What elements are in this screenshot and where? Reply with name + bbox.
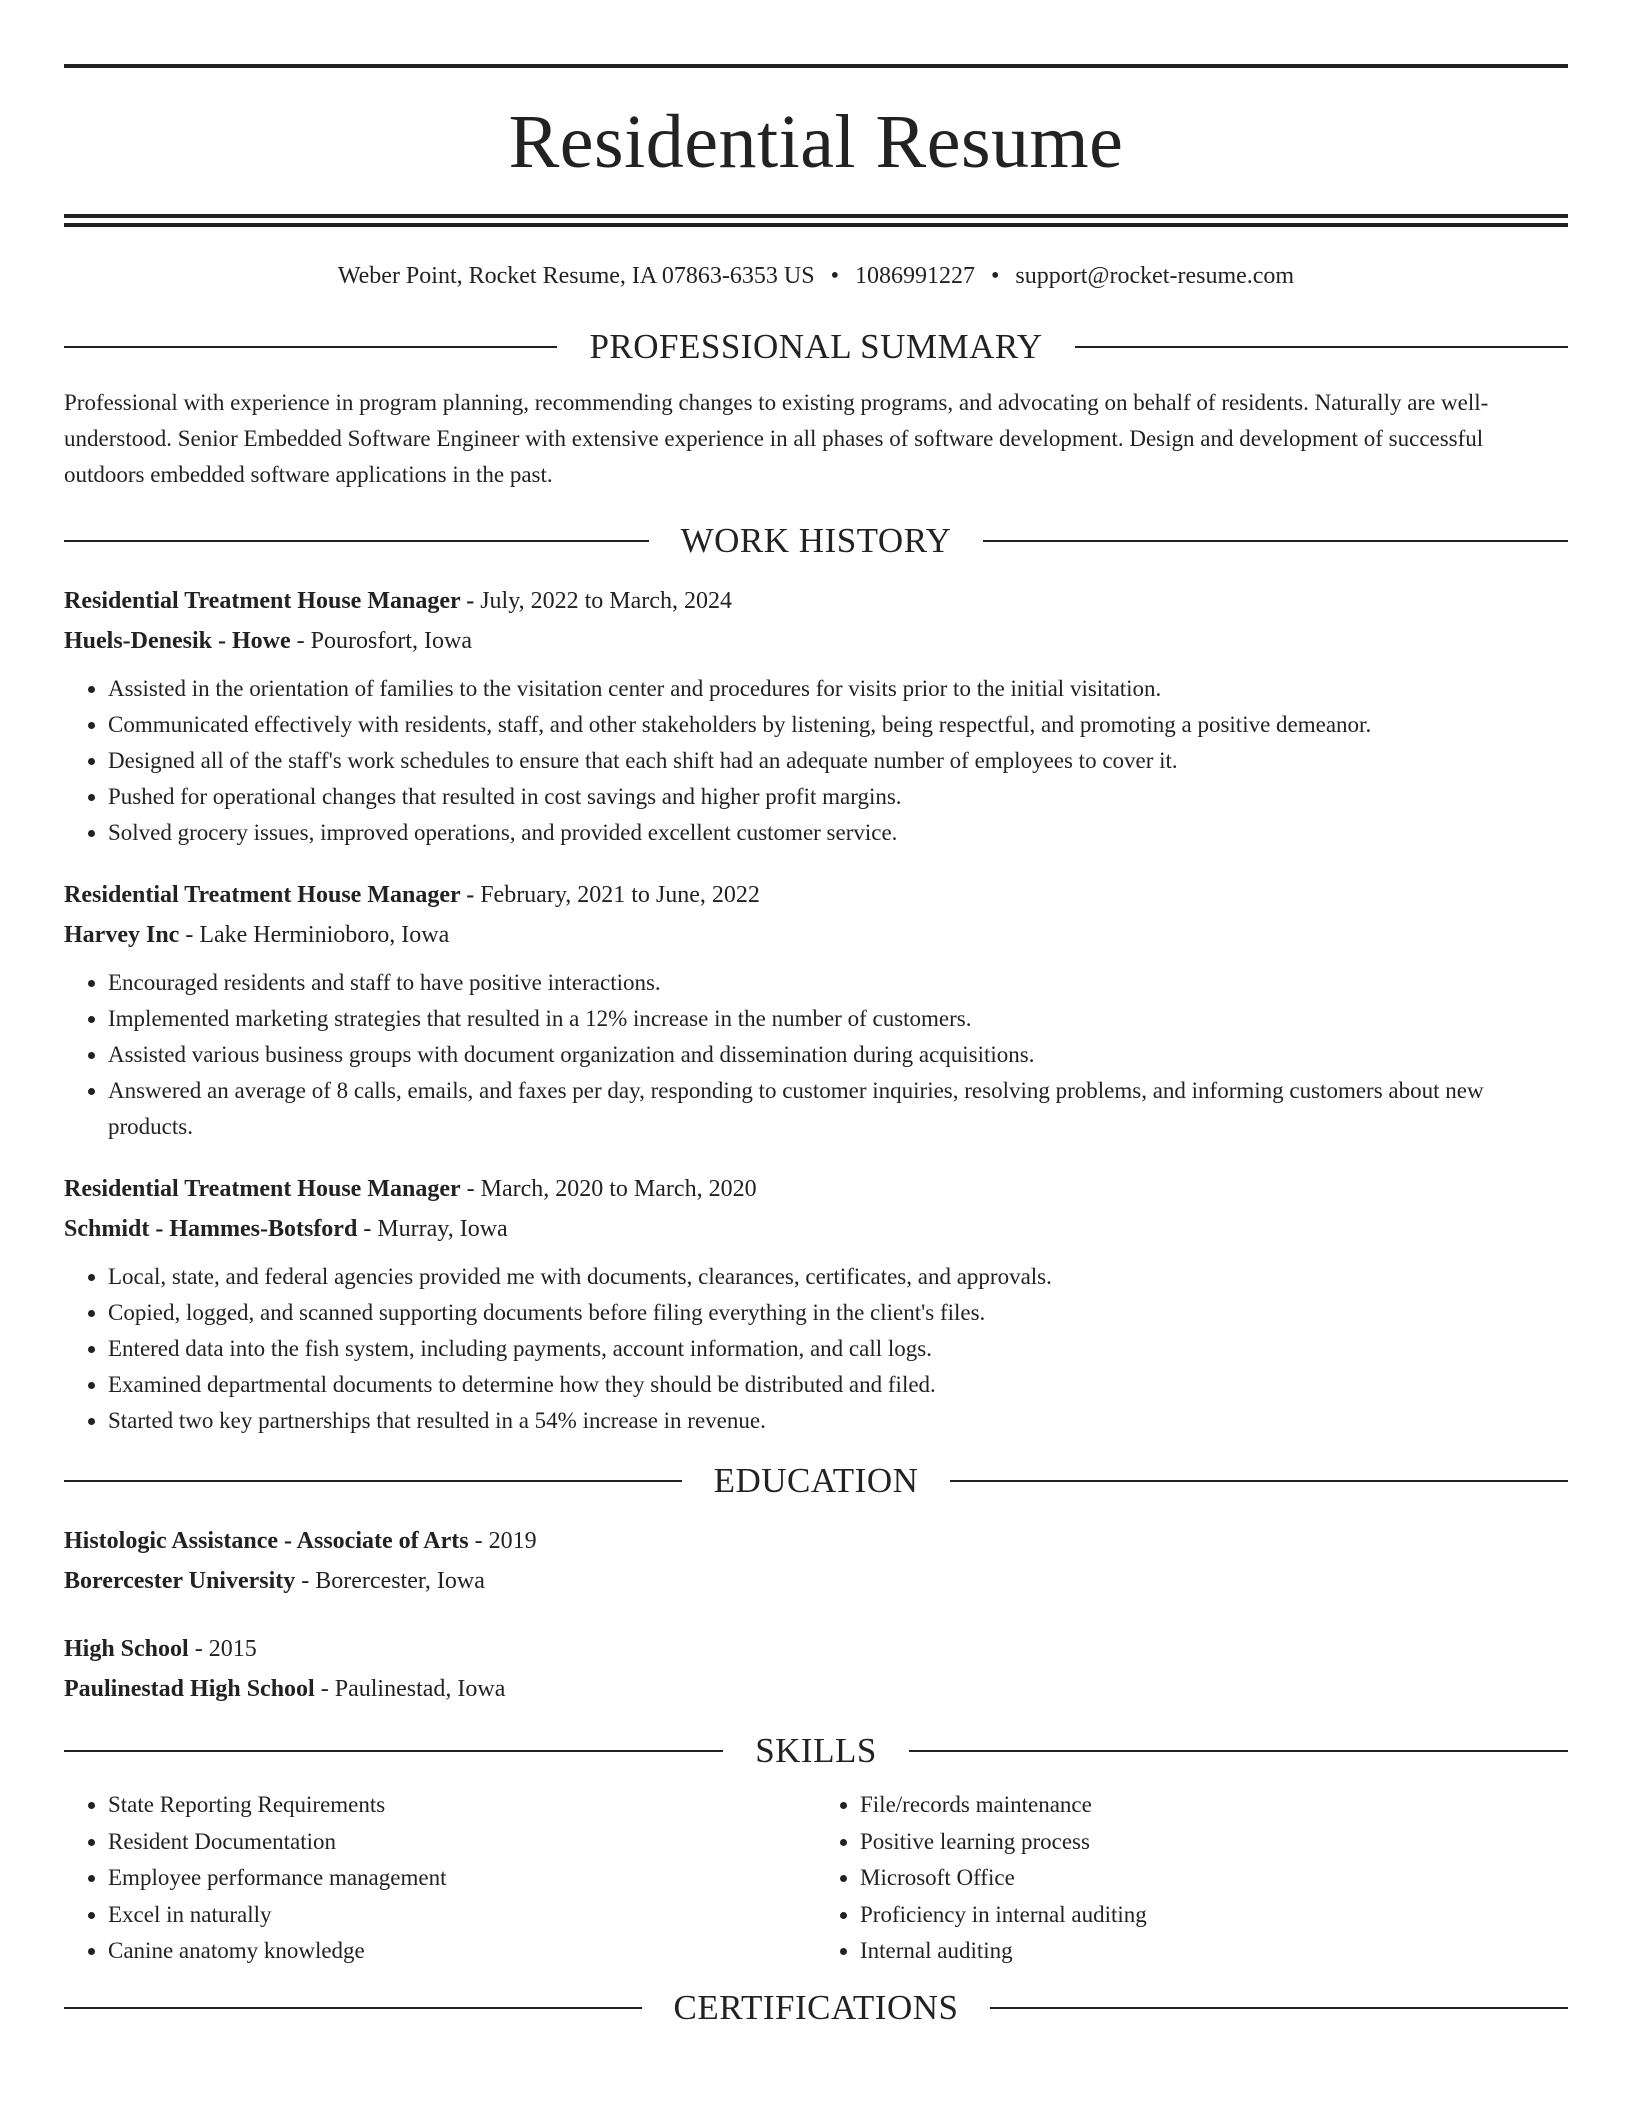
section-header-work <box>64 521 1568 561</box>
job-title: Residential Treatment House Manager <box>64 1176 461 1202</box>
list-item: • Canine anatomy knowledge <box>108 1933 816 1970</box>
contact-address: Weber Point, Rocket Resume, IA 07863-6353 US <box>337 263 815 289</box>
skills-column-right <box>816 1787 1568 1970</box>
job-title-line: Residential Treatment House Manager - February, 2021 to June, 2022 <box>64 882 760 908</box>
job-title: Residential Treatment House Manager <box>64 882 461 908</box>
skills-grid <box>64 1787 1568 1970</box>
list-item: • Local, state, and federal agencies provided me with documents, clearances, certificates, and approvals. <box>108 1259 1568 1295</box>
job-bullets <box>64 671 1568 851</box>
list-item: • Microsoft Office <box>860 1860 1568 1897</box>
contact-line <box>64 261 1568 291</box>
job-title-line: Residential Treatment House Manager - March, 2020 to March, 2020 <box>64 1176 757 1202</box>
divider-line <box>950 1480 1568 1482</box>
job-location: Lake Herminioboro, Iowa <box>199 922 450 948</box>
list-item: • Solved grocery issues, improved operations, and provided excellent customer service. <box>108 815 1568 851</box>
list-item: • Employee performance management <box>108 1860 816 1897</box>
page-title: Residential Resume <box>508 100 1124 184</box>
section-header-summary <box>64 327 1568 367</box>
section-title: EDUCATION <box>713 1461 919 1500</box>
list-item: • Positive learning process <box>860 1824 1568 1861</box>
list-item: • Assisted in the orientation of families to the visitation center and procedures for visits prior to the initial visitation. <box>108 671 1568 707</box>
list-item: • State Reporting Requirements <box>108 1787 816 1824</box>
divider-line <box>1075 346 1568 348</box>
education-degree: Histologic Assistance - Associate of Arts <box>64 1528 469 1554</box>
section-header-skills <box>64 1731 1568 1771</box>
job-dates: February, 2021 to June, 2022 <box>480 882 760 908</box>
education-year: 2019 <box>488 1528 537 1554</box>
education-degree: High School <box>64 1636 189 1662</box>
job-bullets <box>64 965 1568 1145</box>
job-dates: March, 2020 to March, 2020 <box>480 1176 757 1202</box>
education-degree-line: High School - 2015 <box>64 1636 257 1662</box>
divider-line <box>64 1480 682 1482</box>
divider-line <box>64 346 557 348</box>
list-item: • Resident Documentation <box>108 1824 816 1861</box>
contact-email: support@rocket-resume.com <box>1015 263 1295 289</box>
list-item: • File/records maintenance <box>860 1787 1568 1824</box>
list-item: • Entered data into the fish system, including payments, account information, and call logs. <box>108 1331 1568 1367</box>
list-item: • Pushed for operational changes that resulted in cost savings and higher profit margins. <box>108 779 1568 815</box>
education-location: Paulinestad, Iowa <box>334 1676 506 1702</box>
top-rule <box>64 64 1568 68</box>
job-title: Residential Treatment House Manager <box>64 588 461 614</box>
job-company: Schmidt - Hammes-Botsford <box>64 1216 358 1242</box>
section-title: SKILLS <box>755 1731 877 1770</box>
list-item: • Implemented marketing strategies that resulted in a 12% increase in the number of customers. <box>108 1001 1568 1037</box>
divider-line <box>64 2007 642 2009</box>
job-company: Harvey Inc <box>64 922 180 948</box>
summary-text: Professional with experience in program planning, recommending changes to existing programs, and advocating on behalf of residents. Naturally are well-understood. Senior Embedded Software Engineer with extensive experience in all phases of software development. Design and development of successful outdoors embedded software applications in the past. <box>64 390 1489 487</box>
section-title: CERTIFICATIONS <box>673 1987 959 2027</box>
education-year: 2015 <box>208 1636 257 1662</box>
job-location: Pourosfort, Iowa <box>310 628 472 654</box>
list-item: • Examined departmental documents to determine how they should be distributed and filed. <box>108 1367 1568 1403</box>
job-entry <box>64 1169 1568 1439</box>
education-entry <box>64 1521 1568 1601</box>
list-item: • Designed all of the staff's work schedules to ensure that each shift had an adequate number of employees to cover it. <box>108 743 1568 779</box>
contact-phone: 1086991227 <box>855 263 975 289</box>
list-item: • Internal auditing <box>860 1933 1568 1970</box>
divider-line <box>64 1750 723 1752</box>
education-school-line: Paulinestad High School - Paulinestad, Iowa <box>64 1676 506 1702</box>
list-item: • Communicated effectively with residents, staff, and other stakeholders by listening, being respectful, and promoting a positive demeanor. <box>108 707 1568 743</box>
education-location: Borercester, Iowa <box>315 1568 485 1594</box>
section-header-education <box>64 1461 1568 1501</box>
divider-line <box>990 2007 1568 2009</box>
list-item: • Proficiency in internal auditing <box>860 1897 1568 1934</box>
resume-page <box>64 64 1568 2028</box>
job-dates: July, 2022 to March, 2024 <box>480 588 732 614</box>
divider-line <box>64 540 649 542</box>
education-school-line: Borercester University - Borercester, Iowa <box>64 1568 485 1594</box>
divider-line <box>909 1750 1568 1752</box>
list-item: • Encouraged residents and staff to have positive interactions. <box>108 965 1568 1001</box>
list-item: • Answered an average of 8 calls, emails, and faxes per day, responding to customer inquiries, resolving problems, and informing customers about new products. <box>108 1073 1568 1145</box>
job-company-line: Schmidt - Hammes-Botsford - Murray, Iowa <box>64 1216 508 1242</box>
skills-column-left <box>64 1787 816 1970</box>
job-title-line: Residential Treatment House Manager - July, 2022 to March, 2024 <box>64 588 732 614</box>
list-item: • Excel in naturally <box>108 1897 816 1934</box>
education-degree-line: Histologic Assistance - Associate of Arts - 2019 <box>64 1528 537 1554</box>
list-item: • Copied, logged, and scanned supporting documents before filing everything in the client's files. <box>108 1295 1568 1331</box>
job-entry <box>64 581 1568 851</box>
job-location: Murray, Iowa <box>377 1216 508 1242</box>
job-entry <box>64 875 1568 1145</box>
contact-separator: • <box>830 263 839 289</box>
job-company-line: Harvey Inc - Lake Herminioboro, Iowa <box>64 922 450 948</box>
section-title: WORK HISTORY <box>680 521 952 560</box>
list-item: • Started two key partnerships that resulted in a 54% increase in revenue. <box>108 1403 1568 1439</box>
education-school: Paulinestad High School <box>64 1676 315 1702</box>
job-company-line: Huels-Denesik - Howe - Pourosfort, Iowa <box>64 628 472 654</box>
contact-separator: • <box>991 263 1000 289</box>
job-company: Huels-Denesik - Howe <box>64 628 291 654</box>
section-title: PROFESSIONAL SUMMARY <box>589 327 1043 366</box>
divider-line <box>983 540 1568 542</box>
job-bullets <box>64 1259 1568 1439</box>
education-school: Borercester University <box>64 1568 296 1594</box>
list-item: • Assisted various business groups with document organization and dissemination during acquisitions. <box>108 1037 1568 1073</box>
title-double-rule <box>64 214 1568 227</box>
education-entry <box>64 1629 1568 1709</box>
section-header-certifications <box>64 1988 1568 2028</box>
